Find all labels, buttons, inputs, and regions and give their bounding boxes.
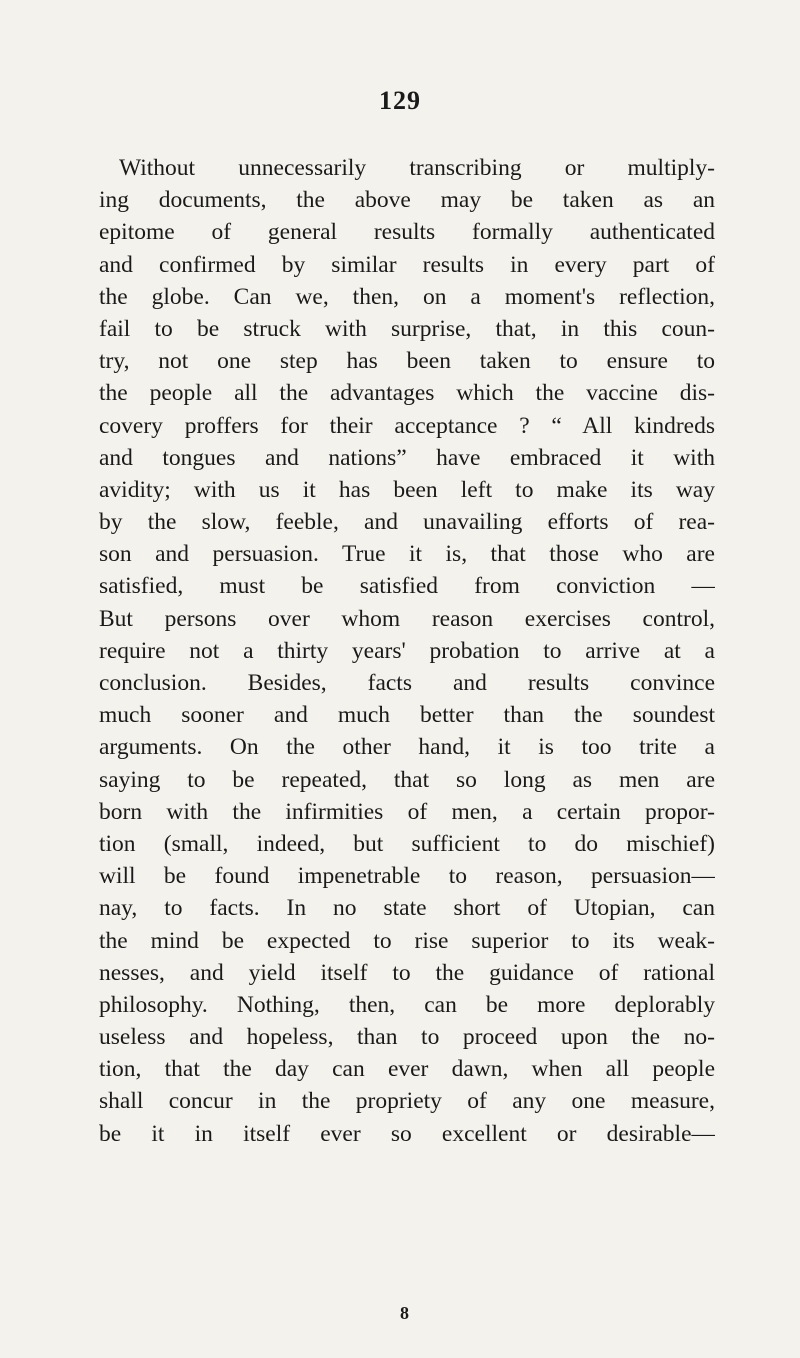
text-line: require not a thirty years' probation to arrive at a: [99, 637, 715, 664]
text-line: fail to be struck with surprise, that, in this coun-: [99, 315, 715, 342]
text-line: the globe. Can we, then, on a moment's reflection,: [99, 283, 715, 310]
text-line: tion, that the day can ever dawn, when all people: [99, 1056, 715, 1083]
body-text: [99, 152, 715, 1150]
text-line: philosophy. Nothing, then, can be more deplorably: [99, 991, 715, 1018]
text-line: and confirmed by similar results in every part of: [99, 251, 715, 278]
text-line: useless and hopeless, than to proceed upon the no-: [99, 1024, 715, 1051]
text-line: conclusion. Besides, facts and results convince: [99, 670, 715, 696]
text-line: epitome of general results formally authenticated: [99, 219, 715, 246]
text-line: ing documents, the above may be taken as an: [99, 187, 715, 214]
text-line: the mind be expected to rise superior to its weak-: [99, 927, 715, 954]
text-line: arguments. On the other hand, it is too trite a: [99, 734, 715, 761]
text-line: avidity; with us it has been left to make its way: [99, 476, 715, 503]
text-line: covery proffers for their acceptance ? “ All kindreds: [99, 412, 715, 439]
text-line: Without unnecessarily transcribing or multiply-: [119, 155, 715, 181]
text-line: will be found impenetrable to reason, persuasion—: [99, 863, 715, 890]
text-line: born with the infirmities of men, a certain propor-: [99, 798, 715, 825]
text-line: satisfied, must be satisfied from conviction —: [99, 573, 715, 600]
text-line: son and persuasion. True it is, that those who are: [99, 541, 715, 568]
signature-mark: 8: [400, 1303, 409, 1323]
text-line: by the slow, feeble, and unavailing efforts of rea-: [99, 509, 715, 536]
text-line: be it in itself ever so excellent or desirable—: [99, 1120, 715, 1147]
text-line: shall concur in the propriety of any one measure,: [99, 1088, 715, 1115]
text-line: much sooner and much better than the soundest: [99, 702, 715, 729]
text-line: saying to be repeated, that so long as men are: [99, 766, 715, 793]
text-line: tion (small, indeed, but sufficient to do mischief): [99, 830, 715, 857]
text-line: try, not one step has been taken to ensure to: [99, 348, 715, 375]
text-line: and tongues and nations” have embraced it with: [99, 444, 715, 471]
page-number: 129: [379, 86, 421, 115]
text-line: nay, to facts. In no state short of Utopian, can: [99, 895, 715, 922]
text-line: the people all the advantages which the vaccine dis-: [99, 380, 715, 407]
text-line: But persons over whom reason exercises control,: [99, 605, 715, 632]
text-line: nesses, and yield itself to the guidance of rational: [99, 959, 715, 986]
